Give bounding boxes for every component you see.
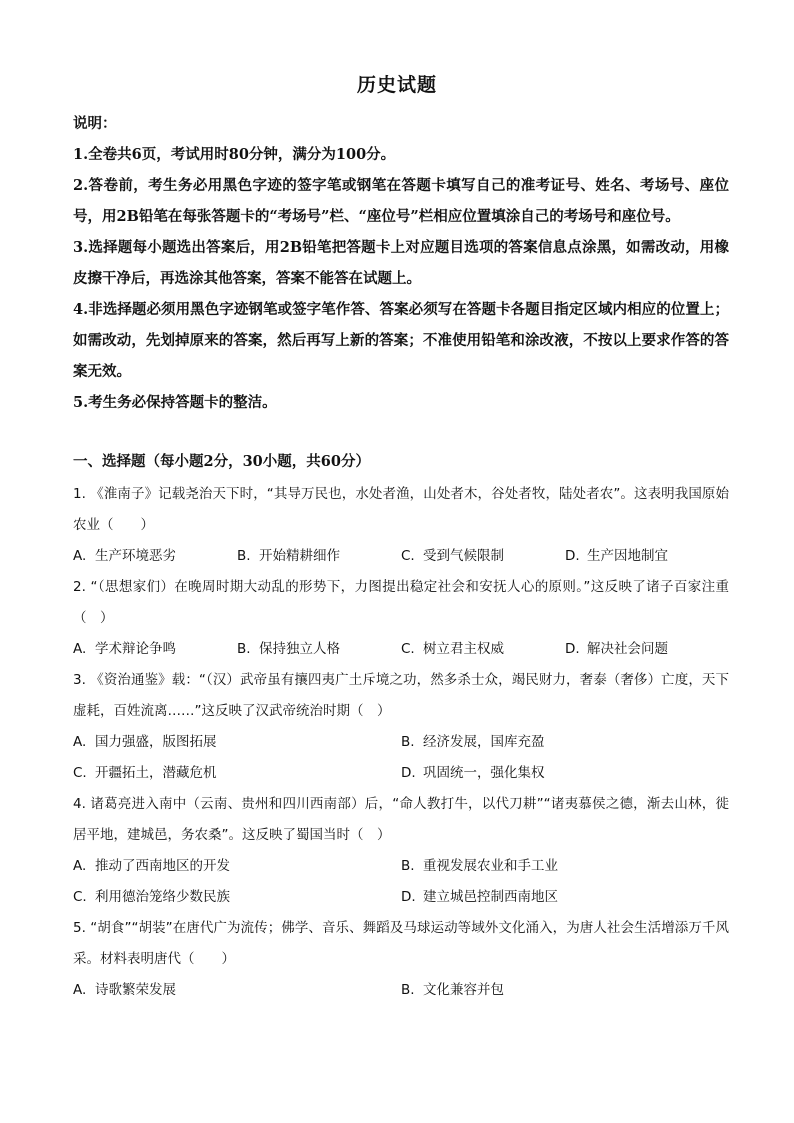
- option-b[interactable]: [401, 975, 729, 1006]
- option-list: [73, 975, 729, 1006]
- question-stem: 3. 《资治通鉴》载：“（汉）武帝虽有攘四夷广土斥境之功，然多杀士众，竭民财力，奢泰（奢侈）亡度，天下虚耗，百姓流离……”这反映了汉武帝统治时期（ ）: [73, 672, 729, 719]
- option-c[interactable]: [73, 882, 401, 913]
- instruction-item: 4.非选择题必须用黑色字迹钢笔或签字笔作答、答案必须写在答题卡各题目指定区域内相应的位置上；如需改动，先划掉原来的答案，然后再写上新的答案；不准使用铅笔和涂改液，不按以上要求作答的答案无效。: [73, 301, 729, 380]
- option-letter: D.: [565, 548, 580, 564]
- option-a[interactable]: [73, 634, 237, 665]
- option-c[interactable]: [401, 541, 565, 572]
- option-list: [73, 541, 729, 572]
- option-text: 开始精耕细作: [259, 548, 340, 564]
- option-text: 学术辩论争鸣: [95, 641, 176, 657]
- option-list: [73, 851, 729, 913]
- option-text: 重视发展农业和手工业: [423, 858, 558, 874]
- option-list: [73, 634, 729, 665]
- option-letter: D.: [565, 641, 580, 657]
- option-text: 利用德治笼络少数民族: [95, 889, 230, 905]
- option-letter: A.: [73, 982, 87, 998]
- option-letter: B.: [237, 641, 251, 657]
- question-5: [73, 913, 729, 1006]
- instruction-item: 2.答卷前，考生务必用黑色字迹的签字笔或钢笔在答题卡填写自己的准考证号、姓名、考场号、座位号，用2B铅笔在每张答题卡的“考场号”栏、“座位号”栏相应位置填涂自己的考场号和座位号。: [73, 177, 729, 225]
- option-letter: A.: [73, 858, 87, 874]
- option-letter: C.: [401, 548, 415, 564]
- question-2: [73, 572, 729, 665]
- option-letter: C.: [401, 641, 415, 657]
- instruction-item: 5.考生务必保持答题卡的整洁。: [73, 394, 277, 411]
- option-text: 开疆拓土，潜藏危机: [95, 765, 217, 781]
- option-c[interactable]: [73, 758, 401, 789]
- option-text: 树立君主权威: [423, 641, 504, 657]
- option-b[interactable]: [237, 634, 401, 665]
- instructions: [73, 108, 729, 418]
- option-letter: A.: [73, 734, 87, 750]
- instruction-item: 3.选择题每小题选出答案后，用2B铅笔把答题卡上对应题目选项的答案信息点涂黑，如需改动，用橡皮擦干净后，再选涂其他答案，答案不能答在试题上。: [73, 239, 729, 287]
- option-text: 生产环境恶劣: [95, 548, 176, 564]
- question-3: [73, 665, 729, 789]
- section-heading: 一、选择题（每小题2分，30小题，共60分）: [73, 453, 370, 470]
- option-text: 生产因地制宜: [587, 548, 668, 564]
- question-stem: 4. 诸葛亮进入南中（云南、贵州和四川西南部）后，“命人教打牛，以代刀耕”“诸夷慕侯之德，渐去山林，徙居平地，建城邑，务农桑”。这反映了蜀国当时（ ）: [73, 796, 729, 843]
- option-text: 巩固统一，强化集权: [423, 765, 545, 781]
- instructions-heading: 说明：: [73, 115, 117, 132]
- instruction-item: 1.全卷共6页，考试用时80分钟，满分为100分。: [73, 146, 396, 163]
- option-d[interactable]: [401, 882, 729, 913]
- page-title: 历史试题: [356, 74, 437, 96]
- option-letter: A.: [73, 548, 87, 564]
- option-d[interactable]: [565, 541, 729, 572]
- option-list: [73, 727, 729, 789]
- option-c[interactable]: [401, 634, 565, 665]
- option-b[interactable]: [237, 541, 401, 572]
- option-a[interactable]: [73, 541, 237, 572]
- option-b[interactable]: [401, 727, 729, 758]
- option-letter: B.: [401, 858, 415, 874]
- question-list: [73, 479, 729, 1006]
- option-letter: D.: [401, 889, 416, 905]
- option-a[interactable]: [73, 727, 401, 758]
- option-text: 建立城邑控制西南地区: [423, 889, 558, 905]
- option-d[interactable]: [401, 758, 729, 789]
- question-stem: 2. “（思想家们）在晚周时期大动乱的形势下，力图提出稳定社会和安抚人心的原则。”这反映了诸子百家注重（ ）: [73, 579, 729, 626]
- option-a[interactable]: [73, 975, 401, 1006]
- option-text: 保持独立人格: [259, 641, 340, 657]
- question-stem: 1. 《淮南子》记载尧治天下时，“其导万民也，水处者渔，山处者木，谷处者牧，陆处者农”。这表明我国原始农业（ ）: [73, 486, 729, 533]
- option-text: 经济发展，国库充盈: [423, 734, 545, 750]
- option-d[interactable]: [565, 634, 729, 665]
- option-letter: C.: [73, 889, 87, 905]
- option-letter: C.: [73, 765, 87, 781]
- option-letter: B.: [401, 982, 415, 998]
- option-text: 推动了西南地区的开发: [95, 858, 230, 874]
- option-text: 国力强盛，版图拓展: [95, 734, 217, 750]
- option-a[interactable]: [73, 851, 401, 882]
- option-text: 受到气候限制: [423, 548, 504, 564]
- option-text: 文化兼容并包: [423, 982, 504, 998]
- question-1: [73, 479, 729, 572]
- option-letter: B.: [401, 734, 415, 750]
- option-text: 解决社会问题: [587, 641, 668, 657]
- question-4: [73, 789, 729, 913]
- question-stem: 5. “胡食”“胡装”在唐代广为流传；佛学、音乐、舞蹈及马球运动等域外文化涌入，为唐人社会生活增添万千风采。材料表明唐代（ ）: [73, 920, 729, 967]
- option-b[interactable]: [401, 851, 729, 882]
- option-letter: B.: [237, 548, 251, 564]
- option-letter: A.: [73, 641, 87, 657]
- option-text: 诗歌繁荣发展: [95, 982, 176, 998]
- option-letter: D.: [401, 765, 416, 781]
